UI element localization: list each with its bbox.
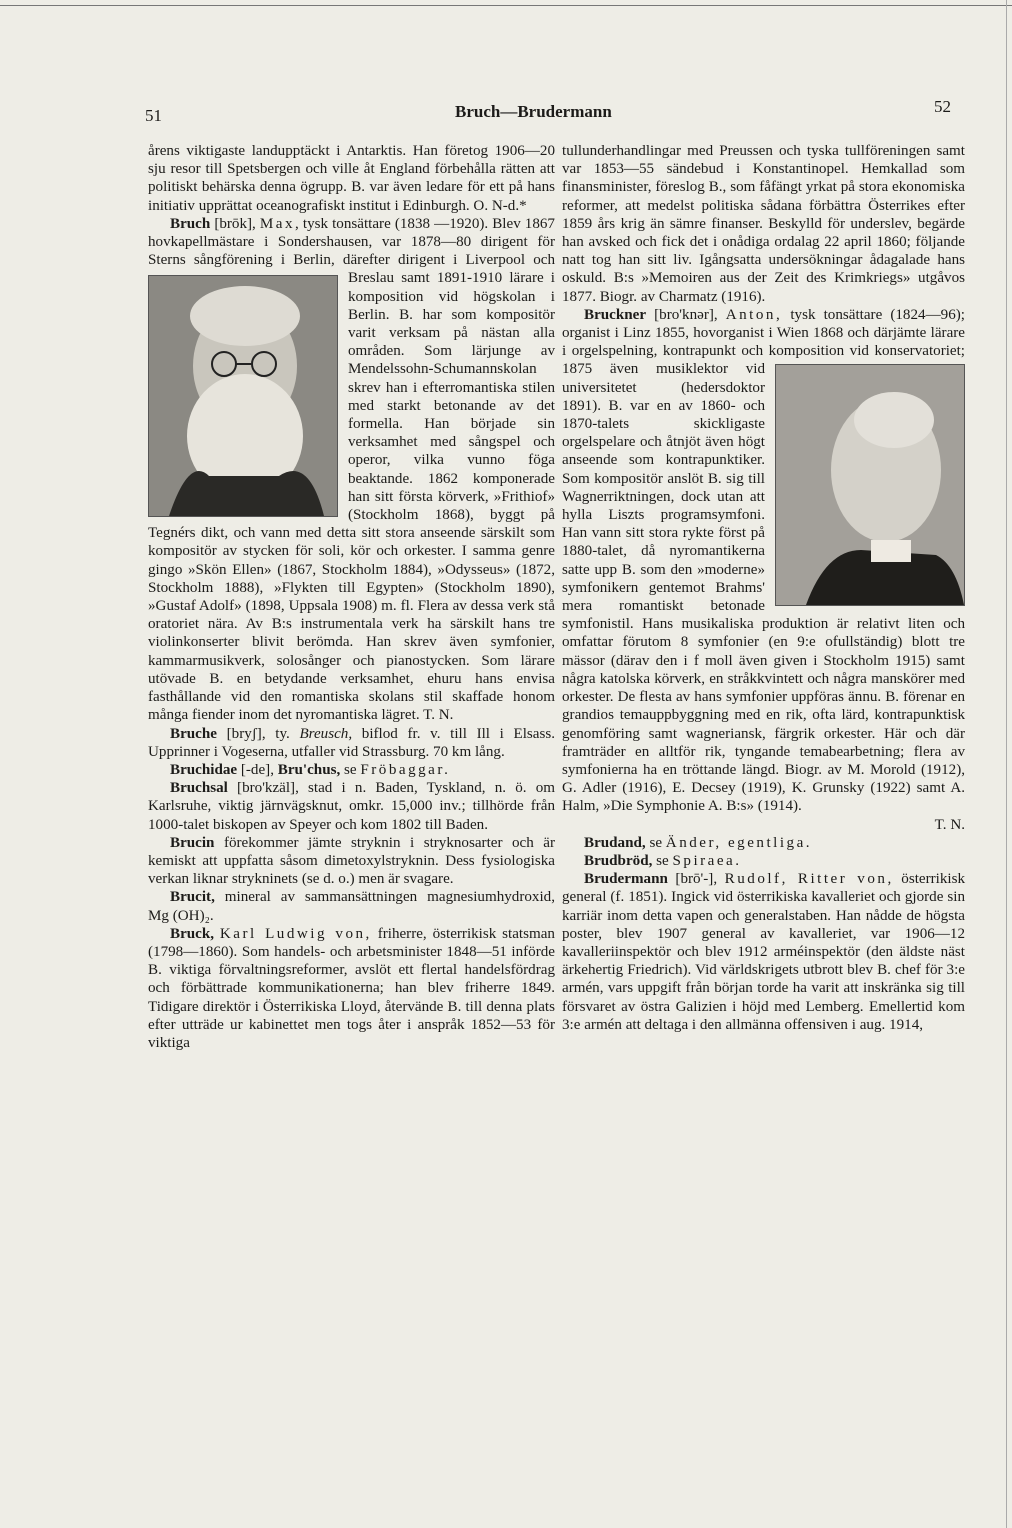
portrait-bruch-image bbox=[149, 276, 337, 516]
top-rule bbox=[0, 5, 1012, 6]
entry-brudermann: Brudermann [brō'-], Rudolf, Ritter von, österrikisk general (f. 1851). Ingick vid österrikiska kavalleriet och gjorde sin karriär inom detta vapen och generalstaben. Han nådde de högsta poster, blev 1907 general av kavalleriet, var 1906—12 kavalleriinspektör och blev 1912 arméinspektör (den äldste näst ärkehertig Friedrich). Vid världskrigets utbrott blev B. chef för 3:e armén, vars uppgift från början torde ha varit att inskränka sig till försvaret av östra Galizien i höjd med Lemberg. Emellertid kom 3:e armén att deltaga i den allmänna offensiven i aug. 1914, bbox=[562, 871, 965, 1033]
entry-brucin: Brucin förekommer jämte stryknin i stryknosarter och är kemiskt att uppfatta såsom dimetoxylstryknin. Dess fysiologiska verkan liknar strykninets (se d. o.) men är svagare. bbox=[148, 834, 555, 888]
bruch-intro: , tysk tonsättare (1838 —1920). Blev 1867 hovkapellmästare i Sondershausen, var 1878—80 dirigent för Sterns sångförening i Berlin, därefter dirigent i Liverpool och Breslau bbox=[148, 215, 555, 287]
signature-tn: T. N. bbox=[934, 816, 965, 833]
headword-bruch: Bruch bbox=[170, 215, 211, 232]
entry-bruchsal: Bruchsal [bro'kzäl], stad i n. Baden, Tyskland, n. ö. om Karlsruhe, viktig järnvägsknut, omkr. 15,000 inv.; tillhörde från 1000-talet biskopen av Speyer och kom 1802 till Baden. bbox=[148, 780, 555, 833]
bruckner-intro: tysk tonsättare (1824—96); organist i Linz 1855, hovorganist i Wien 1868 och därjämte lärare i orgelspelning, kontrapunkt och komposition vid konservatoriet; 1875 bbox=[562, 306, 965, 378]
entry-brudbrod: Brudbröd, se Spiraea. bbox=[584, 852, 742, 869]
entry-brucit: Brucit, mineral av sammansättningen magnesiumhydroxid, Mg (OH)₂. bbox=[148, 889, 555, 924]
entry-brudand: Brudand, se Änder, egentliga. bbox=[584, 834, 813, 851]
bruck-continuation: tullunderhandlingar med Preussen och tyska tullföreningen samt var 1853—55 sändebud i Konstantinopel. Hemkallad som finansminister, föreslog B., som fåfängt yrkat på stora ekonomiska reformer, att medelst politiska sådana förbättra Österrikes efter 1859 års krig än sämre finanser. Beskylld för underslev, begärde han avsked och fick det i onådiga ordalag 22 april 1860; följande natt tog han sitt liv. Igångsatta undersökningar ådagalade hans oskuld. B:s »Memoiren aus der Zeit des Krimkriegs» utgåvos 1877. Biogr. av Charmatz (1916). bbox=[562, 143, 965, 305]
running-title: Bruch—Brudermann bbox=[455, 102, 612, 121]
ref-spiraea[interactable]: Spiraea. bbox=[672, 852, 742, 869]
page-number-right: 52 bbox=[934, 97, 951, 116]
entry-bruch: Bruch [brōk], Max, tysk tonsättare (1838 —1920). Blev 1867 hovkapellmästare i Sondershausen, var 1878—80 dirigent för Sterns sångförening i Berlin, därefter dirigent i Liverpool och Breslau samt 1891-1910 lärare i komposition vid högskolan i Berlin. B. har som kompositör varit verksam på nästan alla områden. Som lärjunge av Mendelssohn-Schumannskolan skrev han i efterromantiska stilen med starkt betonande av det formella. Han började sin verksamhet med sångspel och operor, vilka vunno föga beaktande. 1862 komponerade han sitt första körverk, »Frithiof» (Stockholm 1868), byggt på Tegnérs dikt, och vann med detta sitt stora anseende särskilt som kompositör av stycken för soli, kör och orkester. I samma genre gingo »Skön Ellen» (1867, Stockholm 1884), »Odysseus» (1872, Stockholm 1888), »Flykten till Egypten» (Stockholm 1890), »Gustaf Adolf» (1898, Uppsala 1908) m. fl. Flera av dessa verk stå oratoriet nära. Av B:s instrumentala verk ha särskilt hans tre violinkonserter blivit berömda. Han skrev även symfonier, kammarmusikverk, solosånger och pianostycken. Som lärare utövade B. en betydande verksamhet, ehuru hans envisa fasthållande vid den romantiska skolans stil skaffade honom många fiender inom det nyromantiska lägret. T. N. bbox=[148, 215, 555, 724]
portrait-bruckner-image bbox=[776, 365, 964, 605]
bruckner-body: även musiklektor vid universitetet (hedersdoktor 1891). B. var en av 1860- och 1870-talets skickligaste orgelspelare och åtnjöt även högt anseende som kontrapunktiker. Som kompositör anslöt B. sig till Wagnerriktningen, dock utan att hylla Liszts programsymfoni. Han vann sitt stora rykte först på 1880-talet, då nyromantikerna satte upp B. som den »moderne» symfonikern gentemot Brahms' mera romantiskt betonade symfonistil. Hans musikaliska produktion är relativt liten och omfattar förutom 8 symfonier (en 9:e ofullständig) blott tre mässor (därav den i f moll även given i Stockholm 1915) samt några katolska körverk, en stråkkvintett och några manskörer med orkester. De flesta av hans symfonier uppföras ännu. B. förenar en grandios temauppbyggning med en rik, ofta lärd, kontrapunktisk genomföring samt wagneriansk, färgrik orkester. Här och där framträder en alltför rik, tyngande temabearbetning; flera av symfonierna ha en tröttande längd. Biogr. av M. Morold (1912), G. Adler (1916), E. Decsey (1919), K. Grunsky (1922) samt A. Halm, »Die Symphonie A. B:s» (1914). bbox=[562, 361, 965, 815]
left-column bbox=[148, 142, 555, 1052]
name-max: Max bbox=[259, 215, 296, 232]
page-number-left: 51 bbox=[145, 106, 162, 125]
entry-bruchidae: Bruchidae [-de], Bru'chus, se Fröbaggar. bbox=[170, 761, 451, 778]
portrait-max-bruch bbox=[148, 275, 338, 517]
entry-bruche: Bruche [bryʃ], ty. Breusch, biflod fr. v. till Ill i Elsass. Upprinner i Vogeserna, utfaller vid Strassburg. 70 km lång. bbox=[148, 725, 555, 760]
ref-frobaggar[interactable]: Fröbaggar. bbox=[360, 761, 451, 778]
entry-bruck: Bruck, Karl Ludwig von, friherre, österrikisk statsman (1798—1860). Som handels- och arbetsminister 1848—51 införde B. viktiga förvaltningsreformer, avslöt ett flertal handelsfördrag och förbättrade kommunikationerna; han blev friherre 1849. Tidigare direktör i Österrikiska Lloyd, återvände B. till denna plats efter utträde ur kabinettet men togs åter i anspråk 1852—53 för viktiga bbox=[148, 925, 555, 1051]
ref-ander[interactable]: Änder, egentliga. bbox=[665, 834, 813, 851]
antarktis-continuation: årens viktigaste landupptäckt i Antarktis. Han företog 1906—20 sju resor till Spetsbergen och ville åt England förbehålla rätten att politiskt behärska denna ögrupp. B. var även ledare för ett på hans initiativ upprättat oceanografiskt institut i Edinburgh. O. N-d.* bbox=[148, 143, 555, 214]
right-column bbox=[562, 142, 965, 1034]
entry-bruckner: Bruckner [bro'knər], Anton, tysk tonsättare (1824—96); organist i Linz 1855, hovorganist i Wien 1868 och därjämte lärare i orgelspelning, kontrapunkt och komposition vid konservatoriet; 1875 även musiklektor vid universitetet (hedersdoktor 1891). B. var en av 1860- och 1870-talets skickligaste orgelspelare och åtnjöt även högt anseende som kontrapunktiker. Som kompositör anslöt B. sig till Wagnerriktningen, dock utan att hylla Liszts programsymfoni. Han vann sitt stora rykte först på 1880-talet, då nyromantikerna satte upp B. som den »moderne» symfonikern gentemot Brahms' mera romantiskt betonade symfonistil. Hans musikaliska produktion är relativt liten och omfattar förutom 8 symfonier (en 9:e ofullständig) blott tre mässor (därav den i f moll även given i Stockholm 1915) samt några katolska körverk, en stråkkvintett och några manskörer med orkester. De flesta av hans symfonier uppföras ännu. B. förenar en grandios temauppbyggning med en rik, ofta lärd, kontrapunktisk genomföring samt wagneriansk, färgrik orkester. Här och där framträder en alltför rik, tyngande temabearbetning; flera av symfonierna ha en tröttande längd. Biogr. av M. Morold (1912), G. Adler (1916), E. Decsey (1919), K. Grunsky (1922) samt A. Halm, »Die Symphonie A. B:s» (1914). T. N. bbox=[562, 306, 965, 833]
bruch-body: samt 1891-1910 lärare i komposition vid högskolan i Berlin. B. har som kompositör varit verksam på nästan alla områden. Som lärjunge av Mendelssohn-Schumannskolan skrev han i efterromantiska stilen med starkt betonande av det formella. Han började sin verksamhet med sångspel och operor, vilka vunno föga beaktande. 1862 komponerade han sitt första körverk, »Frithiof» (Stockholm 1868), byggt på Tegnérs dikt, och vann med detta sitt stora anseende särskilt som kompositör av stycken för soli, kör och orkester. I samma genre gingo »Skön Ellen» (1867, Stockholm 1884), »Odysseus» (1872, Stockholm 1888), »Flykten till Egypten» (Stockholm 1890), »Gustaf Adolf» (1898, Uppsala 1908) m. fl. Flera av dessa verk stå oratoriet nära. Av B:s instrumentala verk ha särskilt hans tre violinkonserter blivit berömda. Han skrev även symfonier, kammarmusikverk, solosånger och pianostycken. Som lärare utövade B. en betydande verksamhet, ehuru hans envisa fasthållande vid den romantiska skolans stil skaffade honom många fiender inom det nyromantiska lägret. T. N. bbox=[148, 270, 555, 724]
page-edge bbox=[1006, 0, 1007, 1528]
portrait-anton-bruckner bbox=[775, 364, 965, 606]
